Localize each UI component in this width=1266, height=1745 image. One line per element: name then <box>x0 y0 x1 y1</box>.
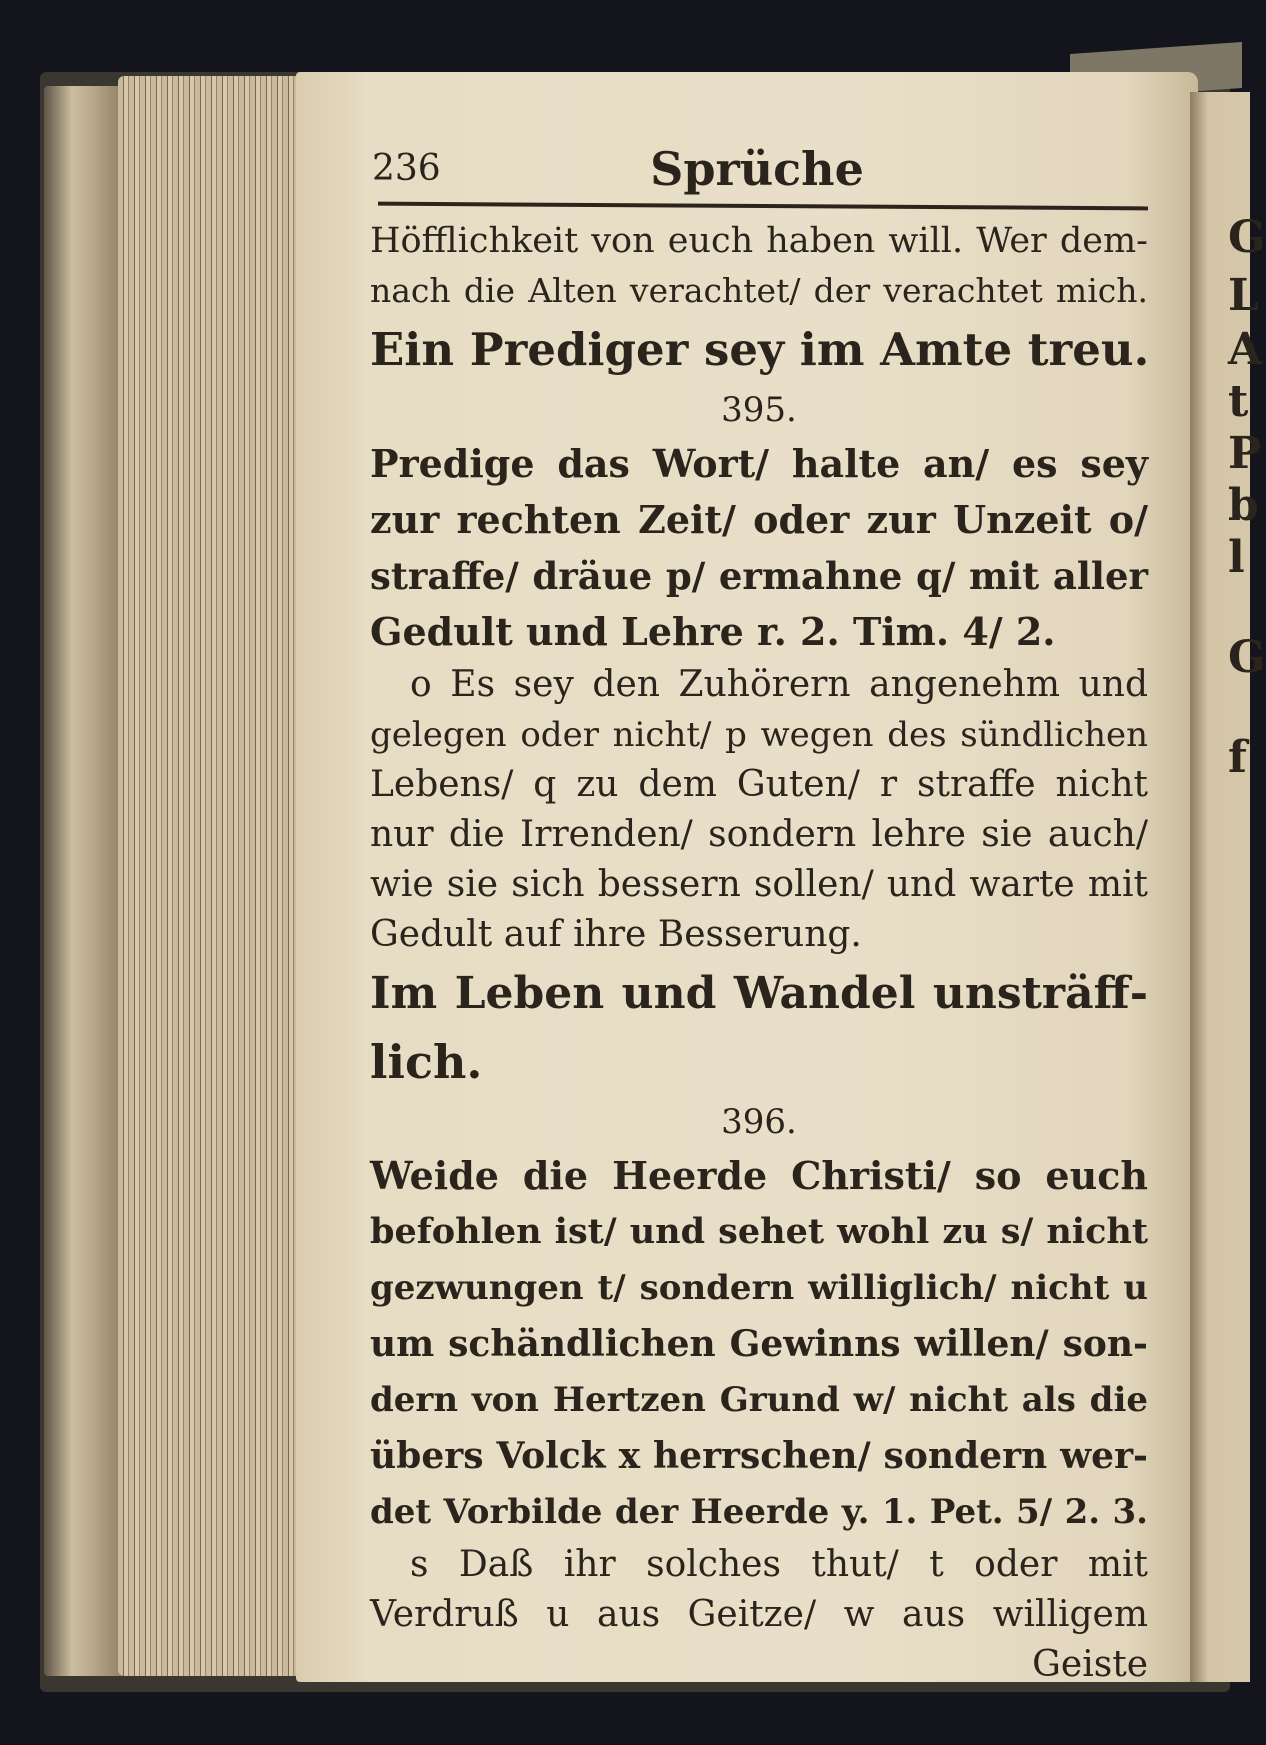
section-heading: Ein Prediger sey im Amte treu. <box>370 323 1150 376</box>
verse-text-line: det Vorbilde der Heerde y. 1. Pet. 5/ 2. 3. <box>370 1492 1148 1532</box>
section-heading: Im Leben und Wandel unsträff- <box>370 968 1148 1019</box>
verse-number: 395. <box>721 390 797 430</box>
commentary-line: gelegen oder nicht/ p wegen des sündlichen <box>370 715 1148 755</box>
commentary-line: Höfflichkeit von euch haben will. Wer dem- <box>370 221 1148 261</box>
page-text <box>370 216 1148 1690</box>
verse-text-line: befohlen ist/ und sehet wohl zu s/ nicht <box>370 1211 1148 1252</box>
running-head: Sprüche <box>650 142 864 196</box>
commentary-line: wie sie sich bessern sollen/ und warte mit <box>370 864 1148 905</box>
next-page-fragment: f <box>1228 732 1247 783</box>
commentary-line: o Es sey den Zuhörern angenehm und <box>410 664 1148 705</box>
section-heading: lich. <box>370 1035 483 1089</box>
verse-text-line: übers Volck x herrschen/ sondern wer- <box>370 1435 1148 1477</box>
verse-number: 396. <box>721 1102 797 1142</box>
verse-text-line: dern von Hertzen Grund w/ nicht als die <box>370 1380 1148 1420</box>
book-cover-edge <box>44 86 124 1676</box>
verse-text-line: Gedult und Lehre r. 2. Tim. 4/ 2. <box>370 609 1056 654</box>
verse-text-line: Weide die Heerde Christi/ so euch <box>370 1153 1148 1198</box>
next-page-fragment: P <box>1228 428 1262 479</box>
next-page-fragment: l <box>1228 532 1245 583</box>
verse-text-line: um schändlichen Gewinns willen/ son- <box>370 1323 1148 1365</box>
verse-text-line: zur rechten Zeit/ oder zur Unzeit o/ <box>370 497 1148 542</box>
next-page-fragment: t <box>1228 376 1249 427</box>
commentary-line: Verdruß u aus Geitze/ w aus willigem <box>370 1594 1148 1635</box>
next-page-fragment: G <box>1228 212 1266 263</box>
page-header <box>372 142 1142 200</box>
commentary-line: Geiste <box>1032 1644 1148 1685</box>
next-page-fragment: G <box>1228 632 1266 683</box>
next-page-edge <box>1190 92 1266 1682</box>
commentary-line: Lebens/ q zu dem Guten/ r straffe nicht <box>370 764 1148 805</box>
verse-text-line: Predige das Wort/ halte an/ es sey <box>370 441 1148 486</box>
commentary-line: nach die Alten verachtet/ der verachtet mich. <box>370 271 1148 310</box>
verse-text-line: straffe/ dräue p/ ermahne q/ mit aller <box>370 554 1148 598</box>
next-page-fragment: A <box>1228 324 1263 375</box>
commentary-line: s Daß ihr solches thut/ t oder mit <box>410 1544 1148 1585</box>
next-page-fragment: L <box>1228 270 1259 321</box>
page-number: 236 <box>372 148 441 189</box>
next-page-fragment: b <box>1228 480 1259 531</box>
commentary-line: nur die Irrenden/ sondern lehre sie auch/ <box>370 814 1148 855</box>
verse-text-line: gezwungen t/ sondern williglich/ nicht u <box>370 1268 1148 1308</box>
page-edges <box>118 76 308 1676</box>
commentary-line: Gedult auf ihre Besserung. <box>370 914 862 955</box>
